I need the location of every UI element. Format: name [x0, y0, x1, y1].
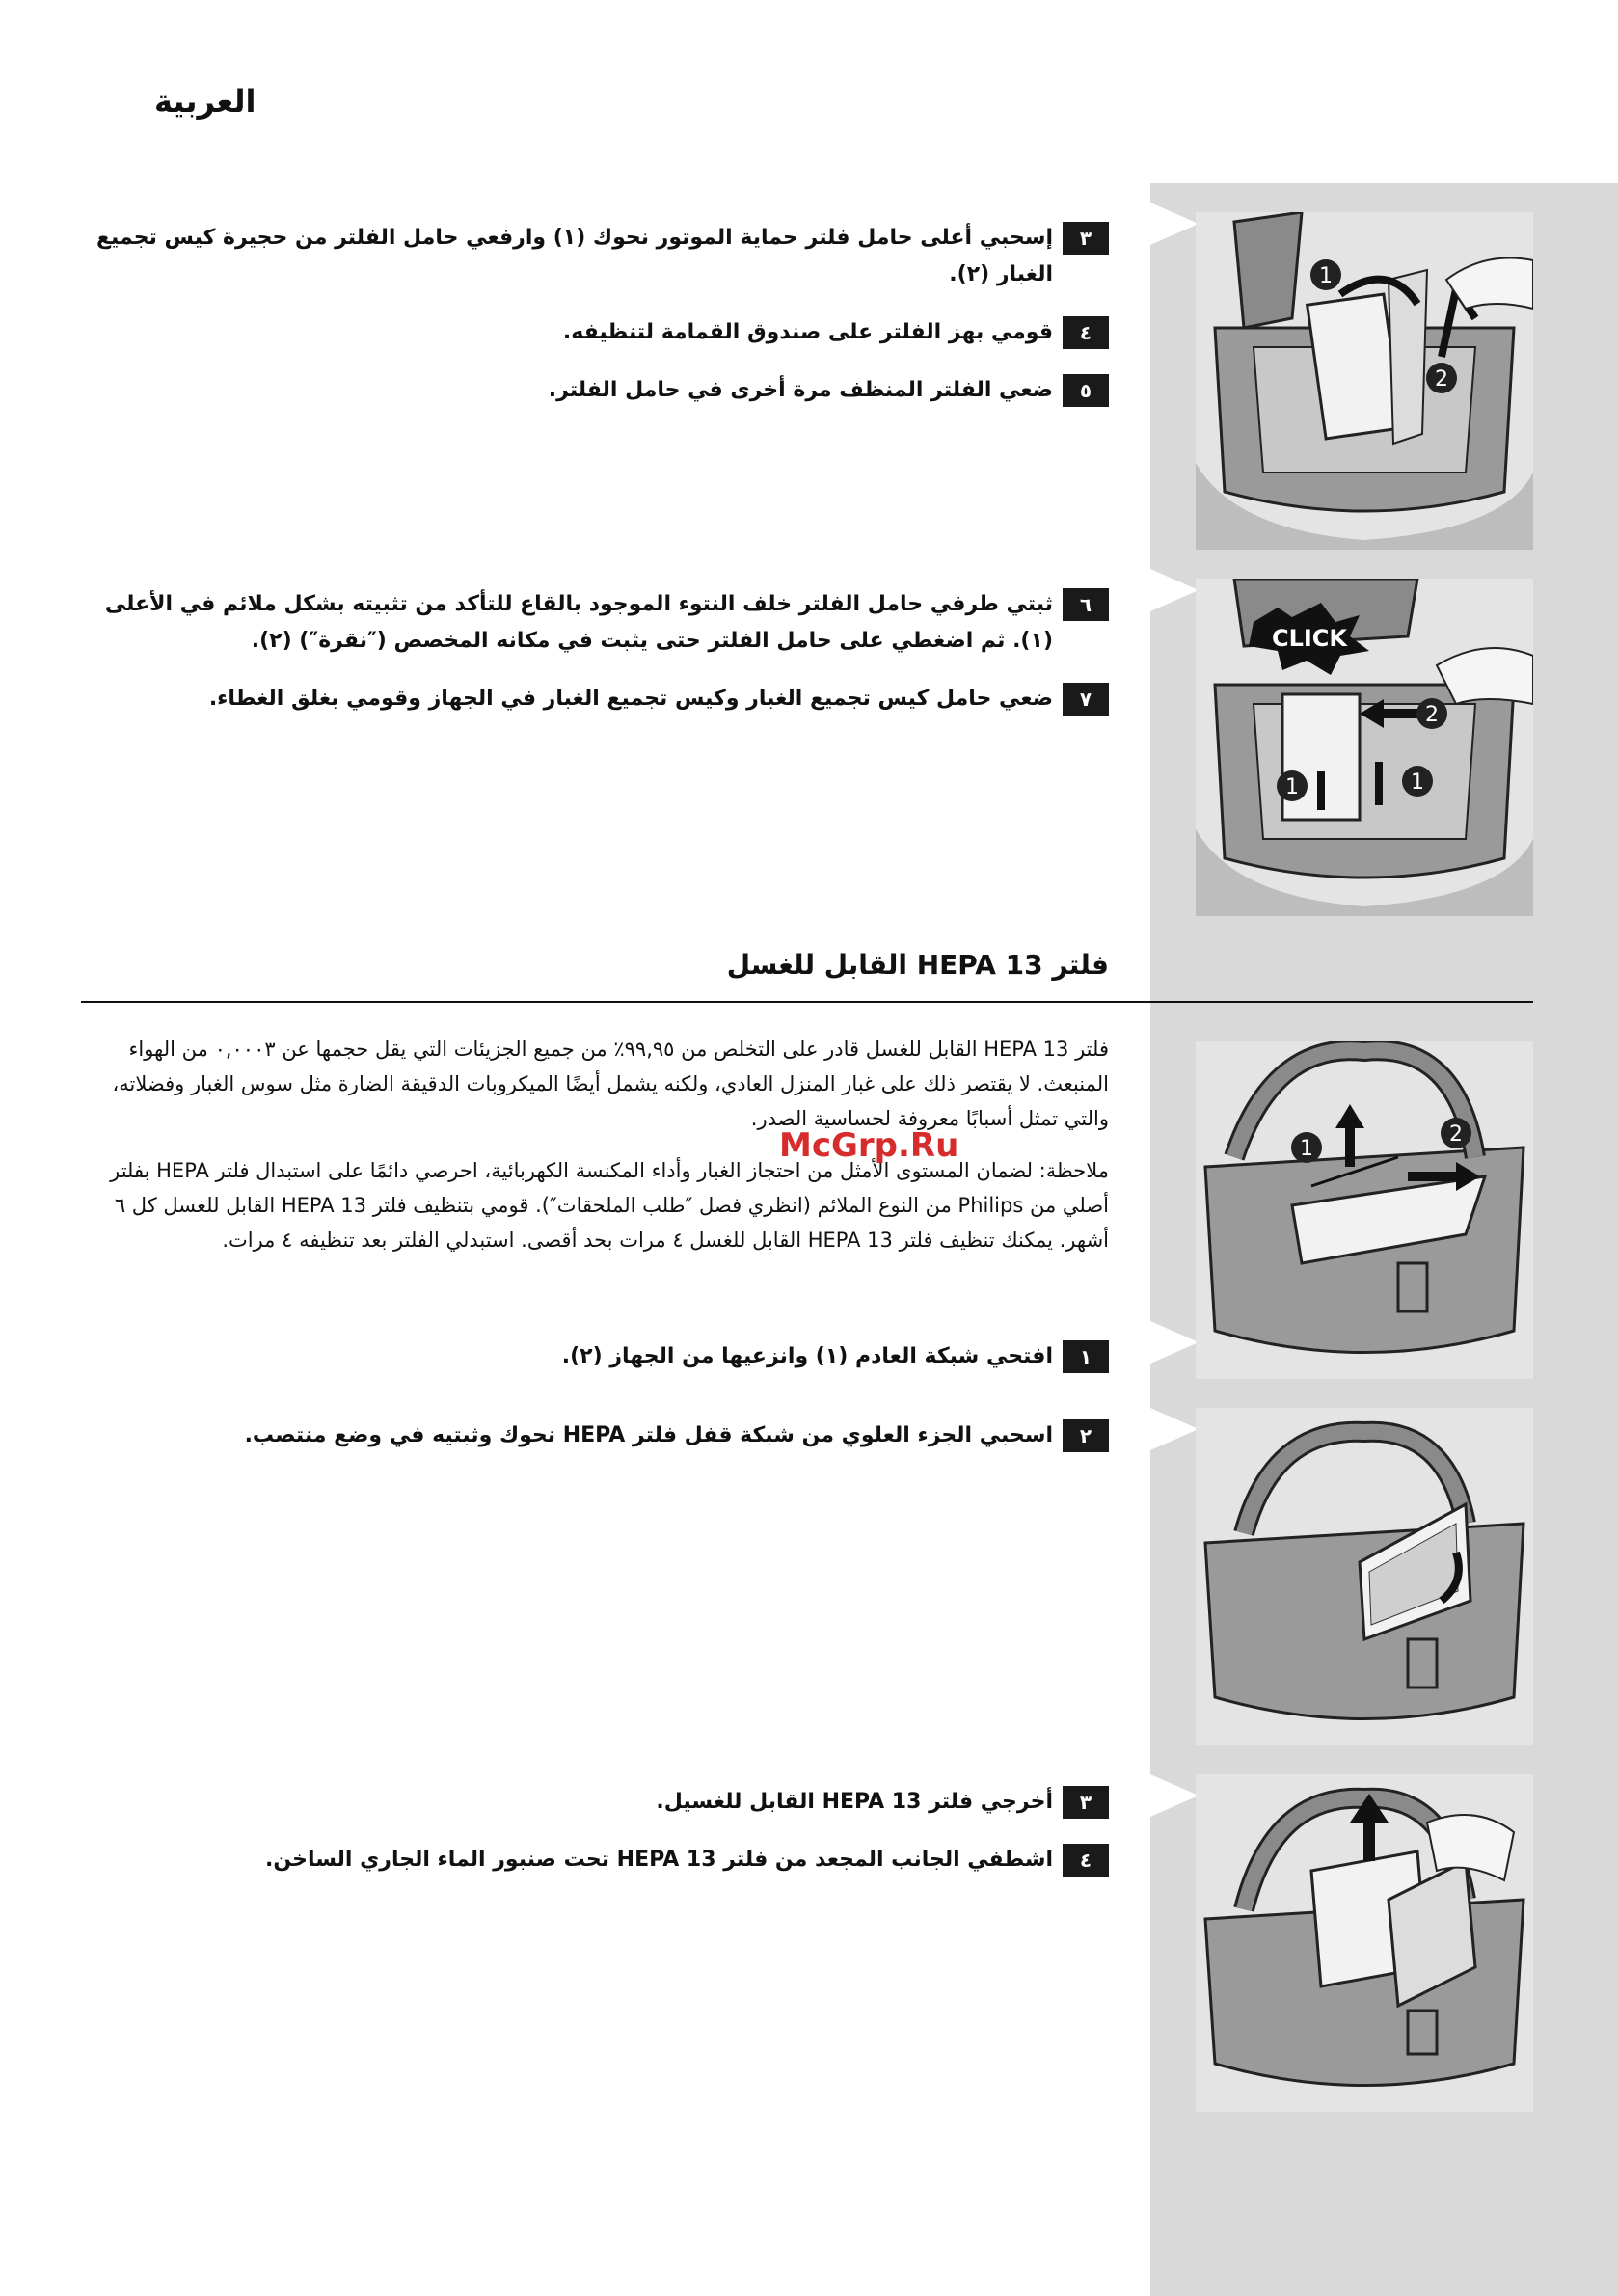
step-number: ٤: [1063, 316, 1109, 349]
pointer-triangle: [1150, 1408, 1199, 1450]
step-number: ٧: [1063, 683, 1109, 716]
step-text: ضعي حامل كيس تجميع الغبار وكيس تجميع الغبار في الجهاز وقومي بغلق الغطاء.: [208, 687, 1053, 711]
step-text: ثبتي طرفي حامل الفلتر خلف النتوء الموجود بالقاع للتأكد من تثبيته بشكل ملائم في الأعلى (١). ثم اضغطي على حامل الفلتر حتى يثبت في مكانه المخصص (″نقرة″) (٢).: [104, 592, 1053, 653]
step-number: ٥: [1063, 374, 1109, 407]
step-text: أخرجي فلتر HEPA 13 القابل للغسيل.: [656, 1790, 1053, 1814]
section-divider: [81, 1001, 1533, 1003]
step-text: قومي بهز الفلتر على صندوق القمامة لتنظيفه.: [562, 320, 1053, 344]
step-number: ٢: [1063, 1419, 1109, 1452]
step-item: [77, 586, 1109, 660]
steps-group-a: [77, 220, 1109, 430]
figure-callout: 1: [1319, 264, 1333, 288]
steps-group-e: [77, 1784, 1109, 1900]
step-number: ٣: [1063, 1786, 1109, 1819]
steps-group-d: [77, 1418, 1109, 1475]
pointer-triangle: [1150, 1321, 1199, 1364]
step-item: [77, 220, 1109, 293]
illustration-remove-hepa-filter: [1196, 1774, 1533, 2112]
step-item: [77, 1842, 1109, 1878]
step-text: إسحبي أعلى حامل فلتر حماية الموتور نحوك (١) وارفعي حامل الفلتر من حجيرة كيس تجميع الغبار (٢).: [95, 226, 1053, 286]
illustration-open-exhaust-grille: [1196, 1041, 1533, 1379]
figure-callout: 1: [1300, 1137, 1313, 1161]
section-title: فلتر HEPA 13 القابل للغسل: [726, 949, 1109, 981]
pointer-triangle: [1150, 203, 1199, 245]
illustration-insert-filter-holder: [1196, 579, 1533, 916]
figure-callout: 1: [1285, 775, 1299, 799]
step-text: افتحي شبكة العادم (١) وانزعيها من الجهاز (٢).: [561, 1344, 1053, 1368]
step-text: اشطفي الجانب المجعد من فلتر HEPA 13 تحت صنبور الماء الجاري الساخن.: [265, 1848, 1053, 1872]
pointer-triangle: [1150, 569, 1199, 611]
step-item: [77, 372, 1109, 409]
step-number: ٣: [1063, 222, 1109, 255]
note-paragraph: ملاحظة: لضمان المستوى الأمثل من احتجاز الغبار وأداء المكنسة الكهربائية، احرصي دائمًا على استبدال فلتر HEPA بفلتر أصلي من Philips من النوع الملائم (انظري فصل ″طلب الملحقات″). قومي بتنظيف فلتر HEPA 13 القابل للغسل كل ٦ أشهر. يمكنك تنظيف فلتر HEPA 13 القابل للغسل ٤ مرات بحد أقصى. استبدلي الفلتر بعد تنظيفه ٤ مرات.: [110, 1159, 1109, 1252]
step-item: [77, 1338, 1109, 1375]
watermark: McGrp.Ru: [779, 1126, 959, 1165]
pointer-triangle: [1150, 1774, 1199, 1817]
illustration-remove-filter-holder: [1196, 212, 1533, 550]
figure-callout: 2: [1425, 703, 1439, 727]
step-item: [77, 314, 1109, 351]
language-heading: العربية: [154, 83, 256, 120]
step-number: ٦: [1063, 588, 1109, 621]
step-item: [77, 1418, 1109, 1454]
step-item: [77, 1784, 1109, 1821]
steps-group-b: [77, 586, 1109, 739]
click-label: CLICK: [1271, 625, 1348, 652]
figure-callout: 1: [1411, 770, 1424, 795]
illustration-pull-hepa-lock: [1196, 1408, 1533, 1745]
step-text: ضعي الفلتر المنظف مرة أخرى في حامل الفلتر.: [548, 378, 1053, 402]
step-text: اسحبي الجزء العلوي من شبكة قفل فلتر HEPA نحوك وثبتيه في وضع منتصب.: [244, 1423, 1053, 1447]
figure-callout: 2: [1449, 1122, 1463, 1147]
steps-group-c: [77, 1338, 1109, 1396]
figure-callout: 2: [1435, 367, 1448, 392]
step-number: ٤: [1063, 1844, 1109, 1877]
step-number: ١: [1063, 1340, 1109, 1373]
intro-paragraph: فلتر HEPA 13 القابل للغسل قادر على التخلص من ٩٩,٩٥٪ من جميع الجزيئات التي يقل حجمها عن ٠,٠٠٠٣ من الهواء المنبعث. لا يقتصر ذلك على غبار المنزل العادي، ولكنه يشمل أيضًا الميكروبات الدقيقة الضارة مثل سوس الغبار وفضلاته، والتي تمثل أسبابًا معروفة لحساسية الصدر.: [112, 1038, 1109, 1130]
step-item: [77, 681, 1109, 717]
